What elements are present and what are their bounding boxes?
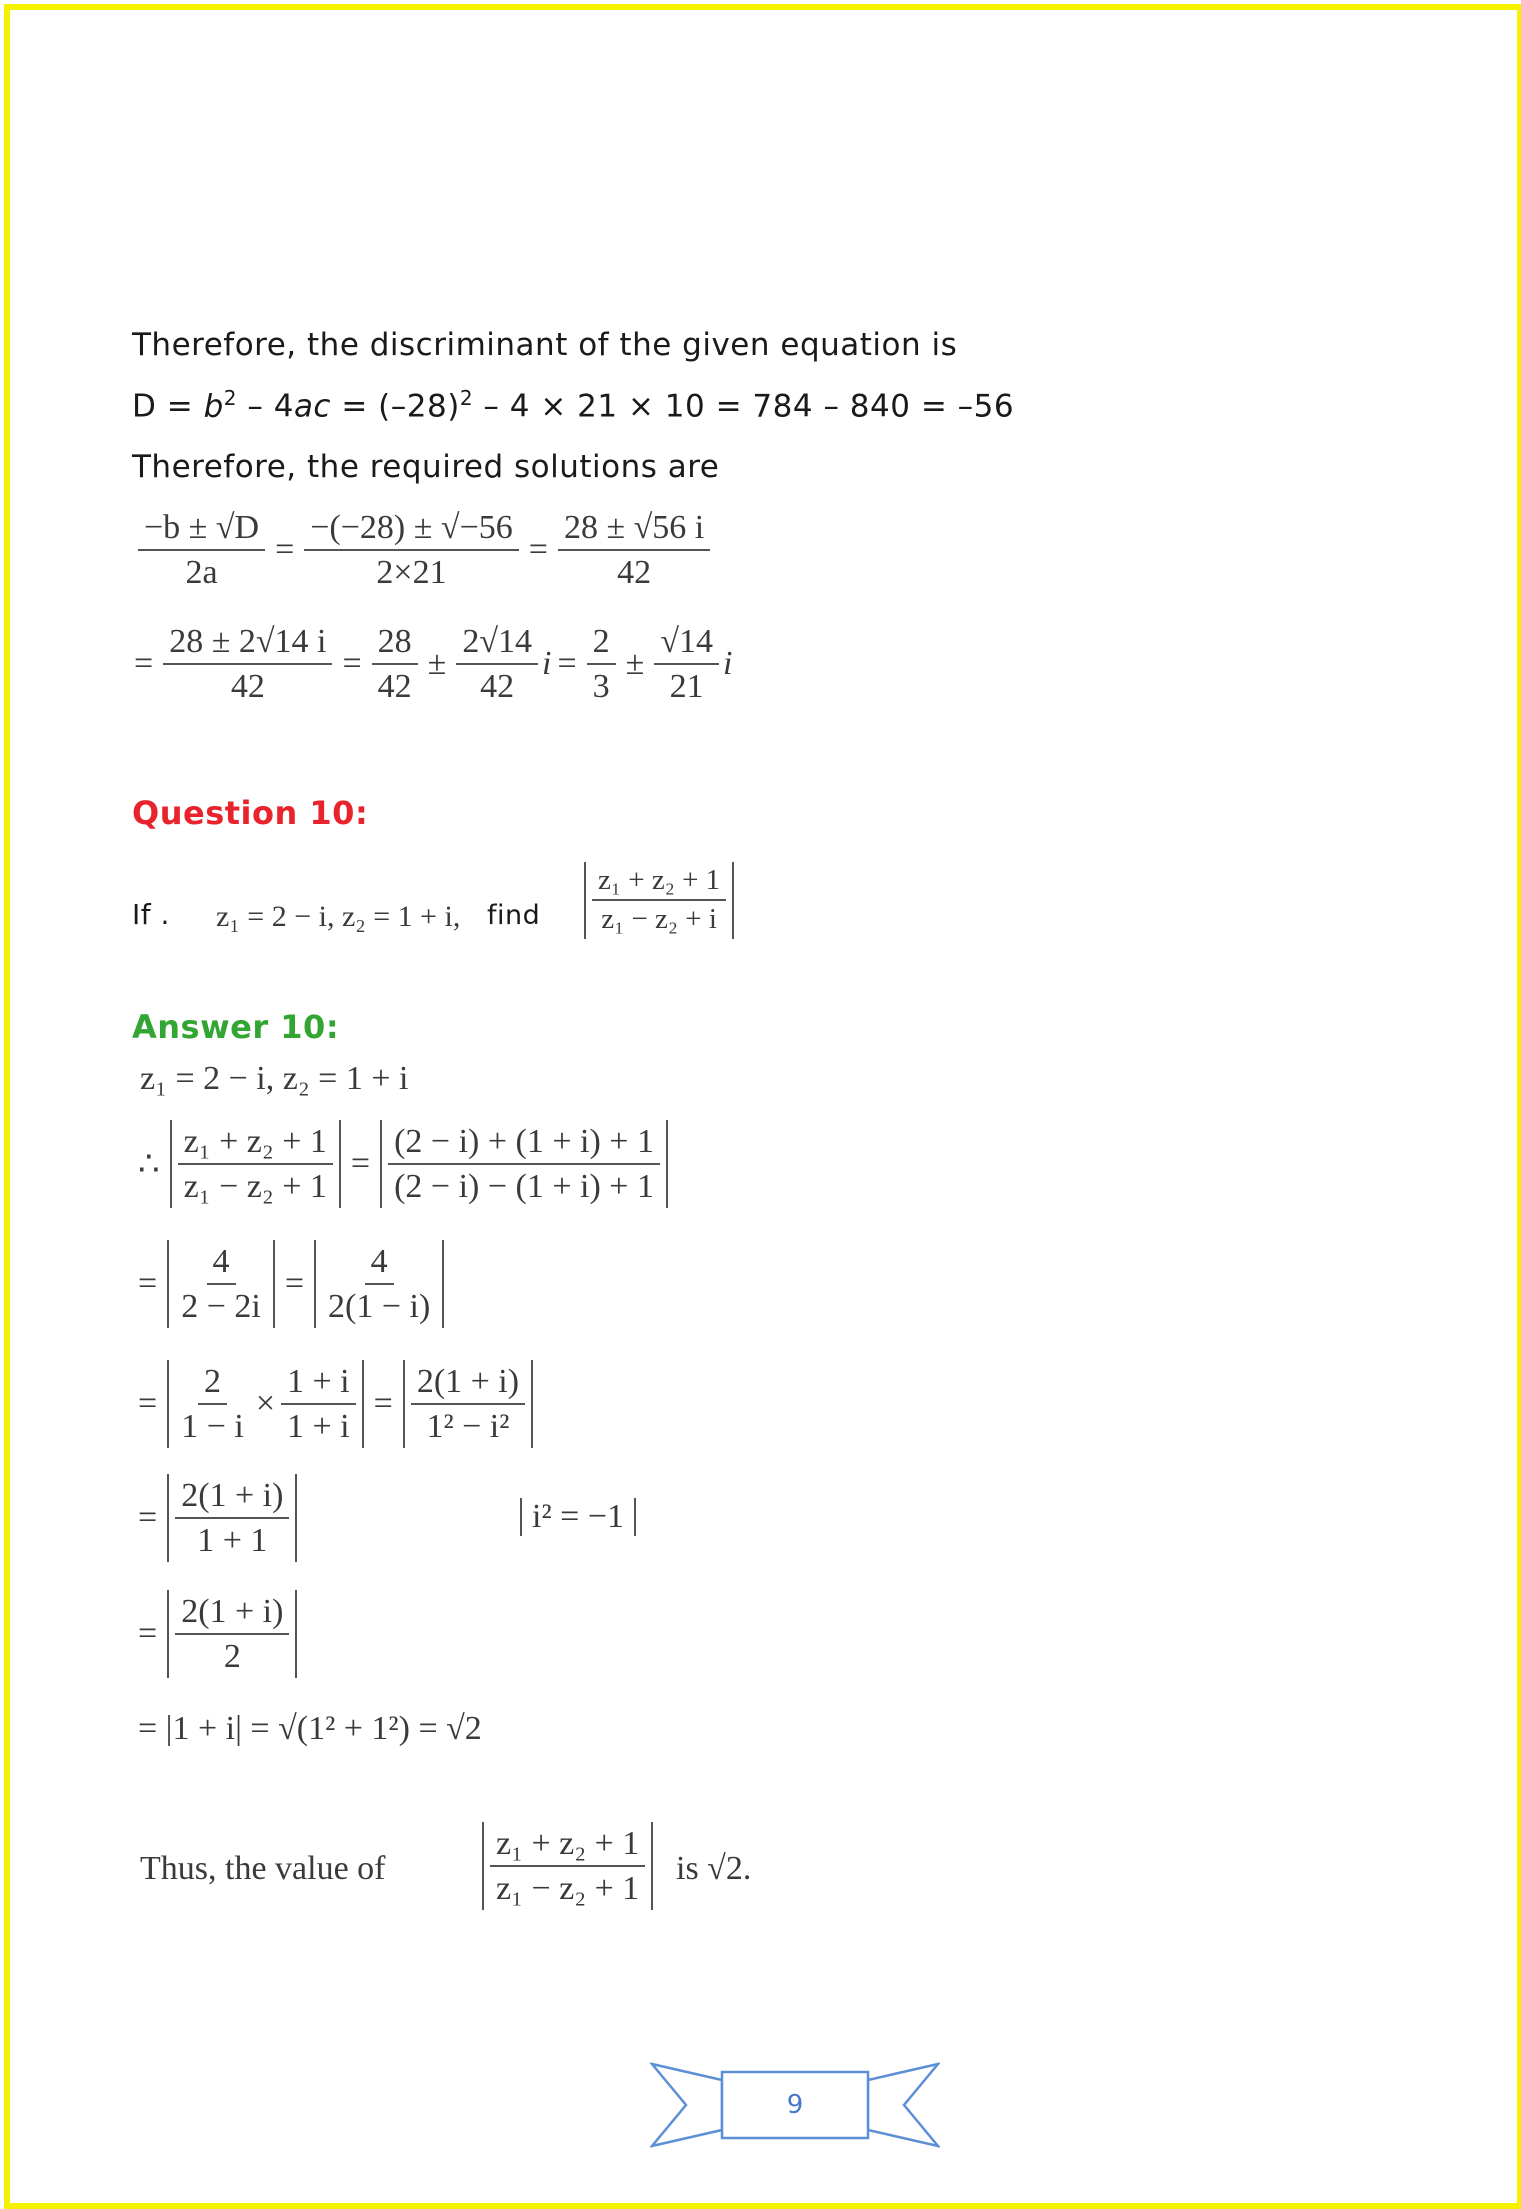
disc-four: 4 [273, 388, 294, 425]
answer-step-1: ∴ $\frac{\text{z₁ + z₂ + 1}}{\text{z₁ − z₂ + 1}}$ = $\frac{(2 - i) + (1 + i) + 1}{(2 - i) - (1 + i) + 1}$ [138, 1120, 672, 1208]
disc-b: b [203, 388, 224, 425]
conclusion-suffix: is √2. [676, 1850, 752, 1887]
answer-step-5: = $\frac{2(1 + i)}{2}$ [138, 1590, 301, 1678]
sol2-frac3: $\frac{2√14}{42}$ [456, 622, 538, 706]
sol2-frac5: $\frac{√14}{21}$ [654, 622, 719, 706]
answer-step-2: = $\frac{4}{2 - 2i}$ = $\frac{4}{2(1 - i)}$ [138, 1240, 448, 1328]
solution-row-2: = $\frac{28 \pm 2√14 i}{42}$ = $\frac{28}{42}$ ± $\frac{2√14}{42}$ i = $\frac{2}{3}$ ± $\frac{√14}{21}$ i [134, 623, 733, 706]
answer-step-6: = |1 + i| = √(1² + 1²) = √2 [138, 1710, 482, 1747]
sol2-frac1: $\frac{28 \pm 2√14 i}{42}$ [163, 622, 332, 706]
question-condition: z₁ = 2 − i, z₂ = 1 + i, [216, 900, 461, 933]
page-number-ribbon [650, 2050, 940, 2160]
sol1-frac3: $\frac{28 \pm √56 i}{42}$ [558, 508, 710, 592]
question-expression: $\frac{\text{z₁ + z₂ + 1}}{\text{z₁ − z₂ + i}}$ [580, 862, 738, 939]
disc-lhs: D [132, 388, 157, 425]
sol1-frac1: $\frac{-b \pm √D}{2a}$ [138, 508, 265, 592]
conclusion-expression: $\frac{\text{z₁ + z₂ + 1}}{\text{z₁ − z₂ + 1}}$ [478, 1822, 657, 1910]
sol2-frac4: $\frac{2}{3}$ [587, 622, 616, 706]
discriminant-equation: $D = b^2 - 4ac = (-28)^2 - 4 \times 21 \times 10 = 784 - 840 = -56$ [132, 386, 1015, 425]
discriminant-intro: Therefore, the discriminant of the given equation is [132, 327, 958, 363]
answer-step-4-note: i² = −1 [520, 1498, 636, 1536]
page-number: 9 [786, 2090, 804, 2120]
conclusion-prefix: Thus, the value of [140, 1850, 386, 1887]
disc-paren: (–28) [378, 388, 460, 425]
answer-heading: Answer 10: [132, 1008, 340, 1046]
solution-row-1: $\frac{-b \pm √D}{2a}$ = $\frac{-(-28) \pm √-56}{2\times 21}$ = $\frac{28 \pm √56 i}{42}$ [134, 508, 714, 592]
answer-given: z₁ = 2 − i, z₂ = 1 + i [140, 1060, 409, 1097]
answer-step-4: = $\frac{2(1 + i)}{1 + 1}$ [138, 1474, 301, 1562]
sol1-frac2: $\frac{-(-28) \pm √-56}{2\times 21}$ [304, 508, 519, 592]
disc-ac: ac [293, 388, 331, 425]
question-find: find [487, 900, 541, 931]
sol2-frac2: $\frac{28}{42}$ [372, 622, 418, 706]
disc-rest: – 4 × 21 × 10 = 784 – 840 = –56 [483, 388, 1015, 425]
question-heading: Question 10: [132, 794, 369, 832]
question-if: If . [132, 898, 170, 931]
solutions-intro: Therefore, the required solutions are [132, 449, 720, 485]
answer-step-3: = $\frac{2}{1 - i}$ × $\frac{1 + i}{1 + i}$ = $\frac{2(1 + i)}{\text{1² − i²}}$ [138, 1360, 537, 1448]
